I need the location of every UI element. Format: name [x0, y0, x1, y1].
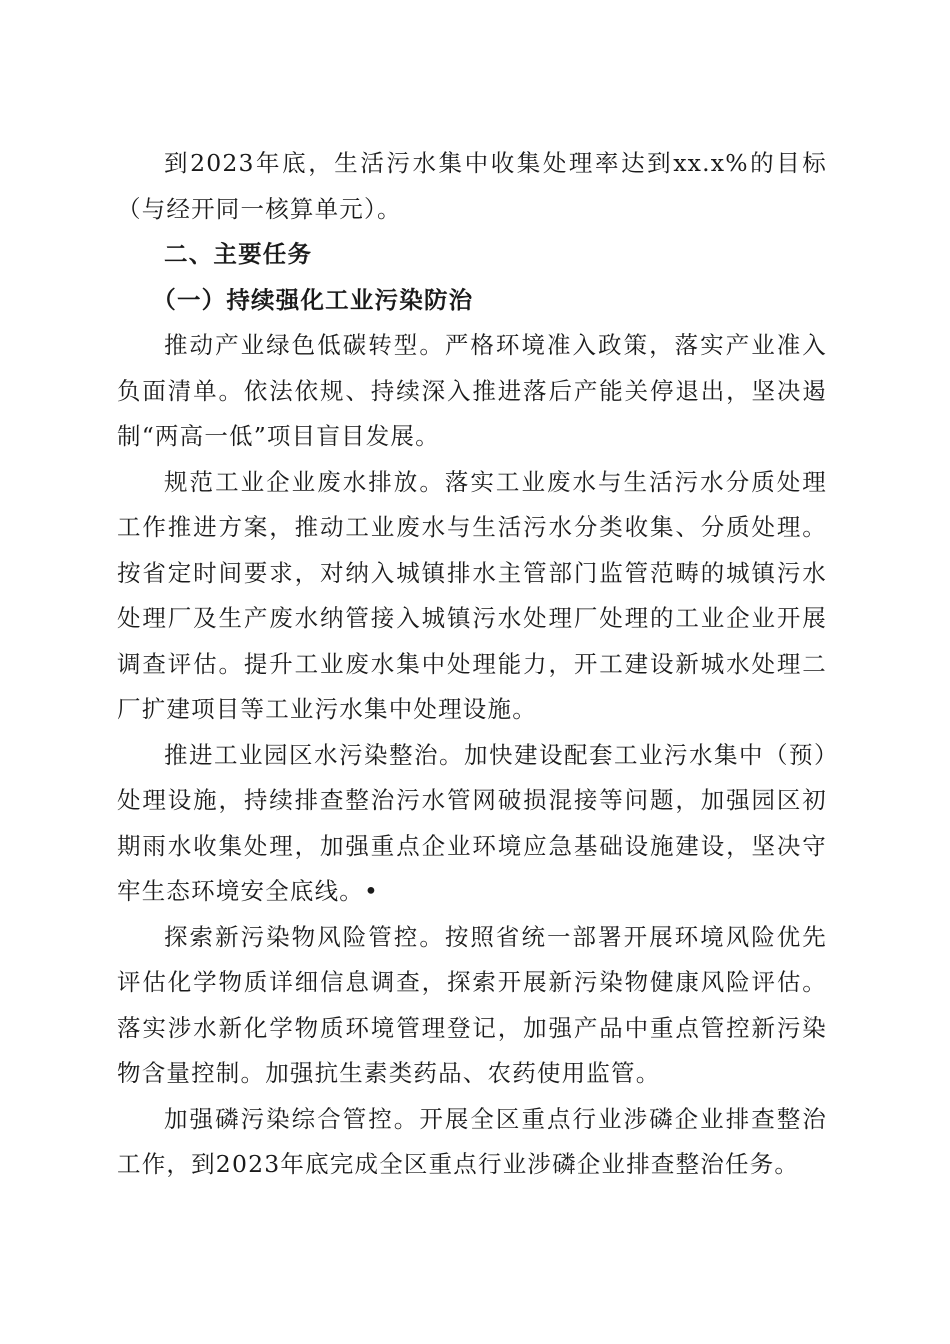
paragraph-phosphorus-control: 加强磷污染综合管控。开展全区重点行业涉磷企业排查整治工作，到2023年底完成全区重点行业涉磷企业排查整治任务。	[117, 1104, 827, 1178]
subsection-heading-industrial-pollution: （一）持续强化工业污染防治	[152, 285, 474, 314]
document-body	[117, 141, 827, 1188]
paragraph-new-pollutants: 探索新污染物风险管控。按照省统一部署开展环境风险优先评估化学物质详细信息调查，探索开展新污染物健康风险评估。落实涉水新化学物质环境管理登记，加强产品中重点管控新污染物含量控制。加强抗生素类药品、农药使用监管。	[117, 922, 827, 1087]
paragraph-target-summary: 到2023年底，生活污水集中收集处理率达到xx.x%的目标（与经开同一核算单元）。	[117, 149, 827, 223]
section-heading-main-tasks: 二、主要任务	[164, 240, 313, 268]
paragraph-wastewater-discharge: 规范工业企业废水排放。落实工业废水与生活污水分质处理工作推进方案，推动工业废水与生活污水分类收集、分质处理。按省定时间要求，对纳入城镇排水主管部门监管范畴的城镇污水处理厂及生产废水纳管接入城镇污水处理厂处理的工业企业开展调查评估。提升工业废水集中处理能力，开工建设新城水处理二厂扩建项目等工业污水集中处理设施。	[117, 467, 827, 723]
paragraph-industrial-park: 推进工业园区水污染整治。加快建设配套工业污水集中（预）处理设施，持续排查整治污水管网破损混接等问题，加强园区初期雨水收集处理，加强重点企业环境应急基础设施建设，坚决守牢生态环境安全底线。•	[117, 740, 827, 905]
paragraph-green-transition: 推动产业绿色低碳转型。严格环境准入政策，落实产业准入负面清单。依法依规、持续深入推进落后产能关停退出，坚决遏制“两高一低”项目盲目发展。	[117, 331, 827, 450]
